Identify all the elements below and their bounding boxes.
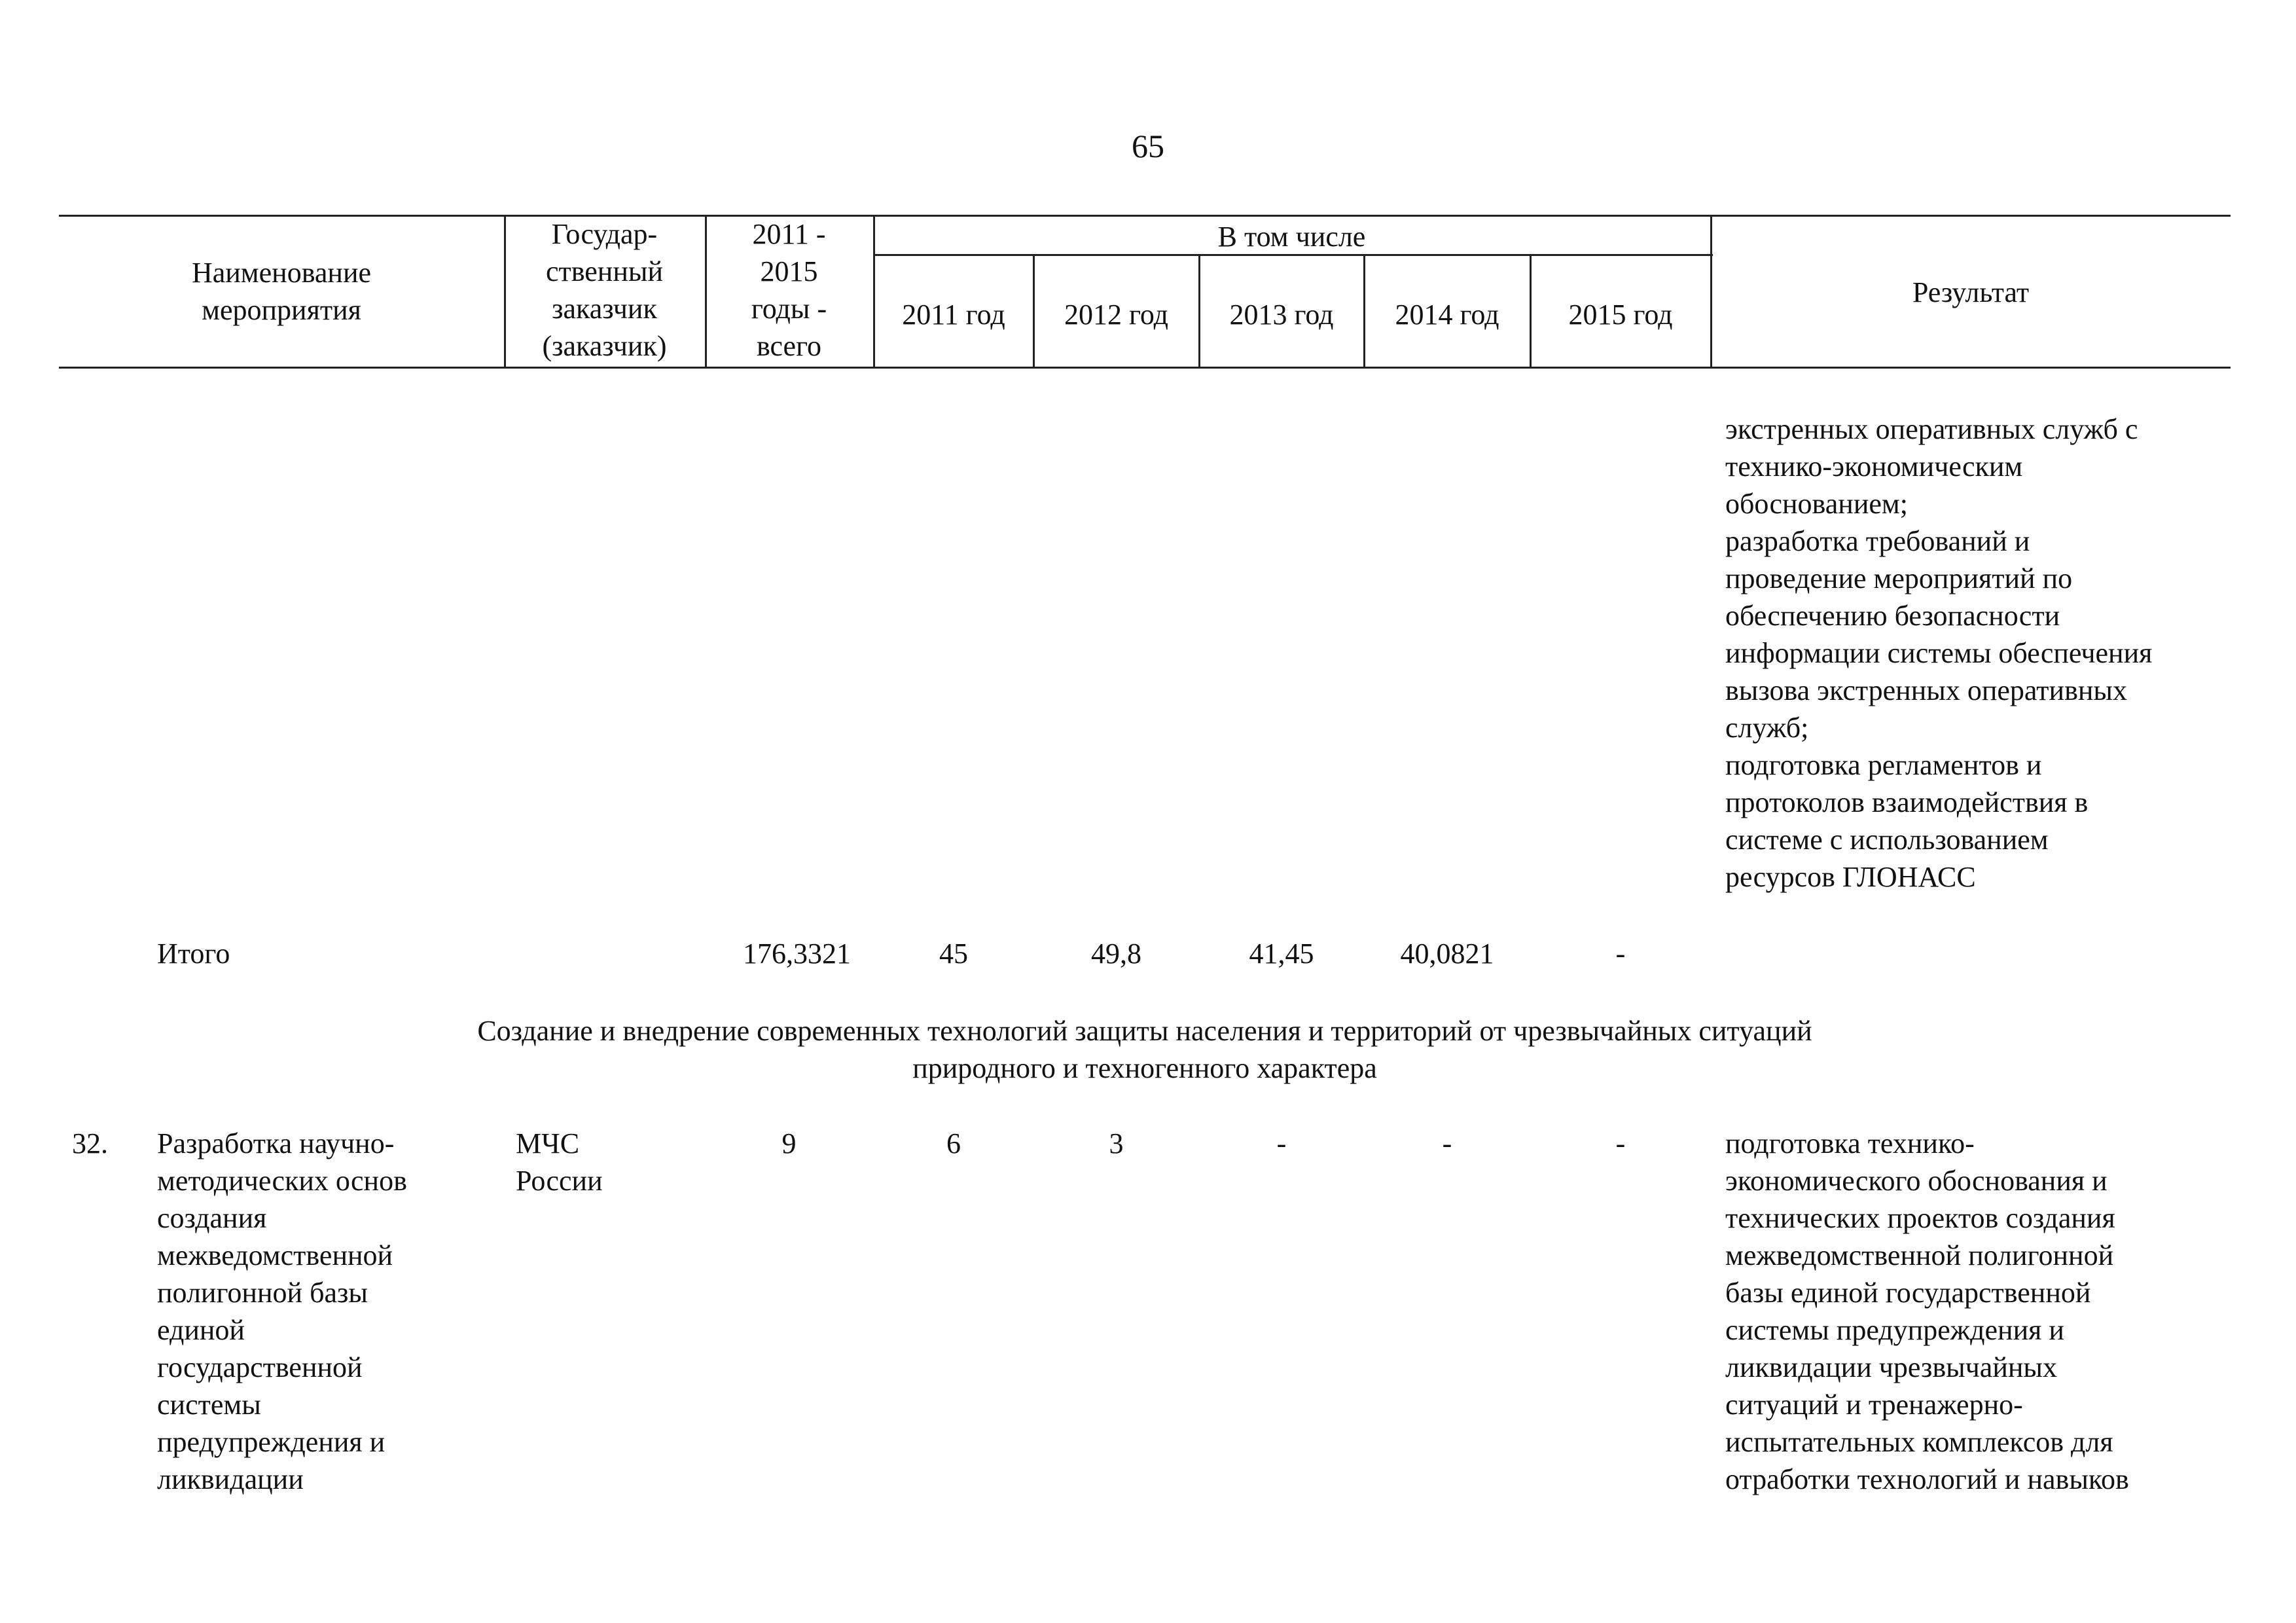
page-number: 65 [1132, 128, 1164, 164]
row-customer: МЧС России [516, 1127, 603, 1197]
row-2013: - [1276, 1127, 1287, 1159]
total-2015: - [1615, 938, 1626, 970]
row-number: 32. [72, 1127, 108, 1159]
total-2014: 40,0821 [1400, 938, 1494, 970]
row-name: Разработка научно- методических основ создания межведомственной полигонной базы единой государственной системы предупреждения и ликвидации [157, 1127, 407, 1495]
row-2012: 3 [1109, 1127, 1124, 1159]
header-including: В том числе [1217, 221, 1366, 253]
header-year-2013: 2013 год [1229, 299, 1334, 331]
header-total: 2011 - 2015 годы - всего [751, 218, 827, 362]
row-total: 9 [781, 1127, 797, 1159]
section-title: Создание и внедрение современных технологий защиты населения и территорий от чрезвычайных ситуаций природного и техногенного характера [477, 1015, 1812, 1084]
header-year-2014: 2014 год [1395, 299, 1499, 331]
header-name: Наименование мероприятия [191, 257, 372, 326]
total-2011: 45 [939, 938, 968, 970]
header-customer: Государ- ственный заказчик (заказчик) [542, 218, 667, 362]
total-2013: 41,45 [1249, 938, 1314, 970]
header-result: Результат [1912, 276, 2030, 308]
header-top-rule [59, 215, 2231, 217]
row-2011: 6 [946, 1127, 961, 1159]
total-sum: 176,3321 [743, 938, 851, 970]
total-2012: 49,8 [1091, 938, 1141, 970]
row-result: подготовка технико- экономического обоснования и технических проектов создания межведомственной полигонной базы единой государственной системы предупреждения и ликвидации чрезвычайных ситуаций и тренажерно- испытательных комплексов для отработки технологий и навыков [1725, 1127, 2129, 1495]
total-label: Итого [157, 938, 230, 970]
row-2014: - [1442, 1127, 1452, 1159]
header-year-2012: 2012 год [1064, 299, 1169, 331]
continued-result-text: экстренных оперативных служб с технико-экономическим обоснованием; разработка требований и проведение мероприятий по обеспечению безопасности информации системы обеспечения вызова экстренных оперативных служб; подготовка регламентов и протоколов взаимодействия в системе с использованием ресурсов ГЛОНАСС [1725, 413, 2153, 893]
header-year-2011: 2011 год [902, 299, 1005, 331]
header-year-2015: 2015 год [1568, 299, 1673, 331]
row-2015: - [1615, 1127, 1626, 1159]
header-bottom-rule [59, 367, 2231, 369]
